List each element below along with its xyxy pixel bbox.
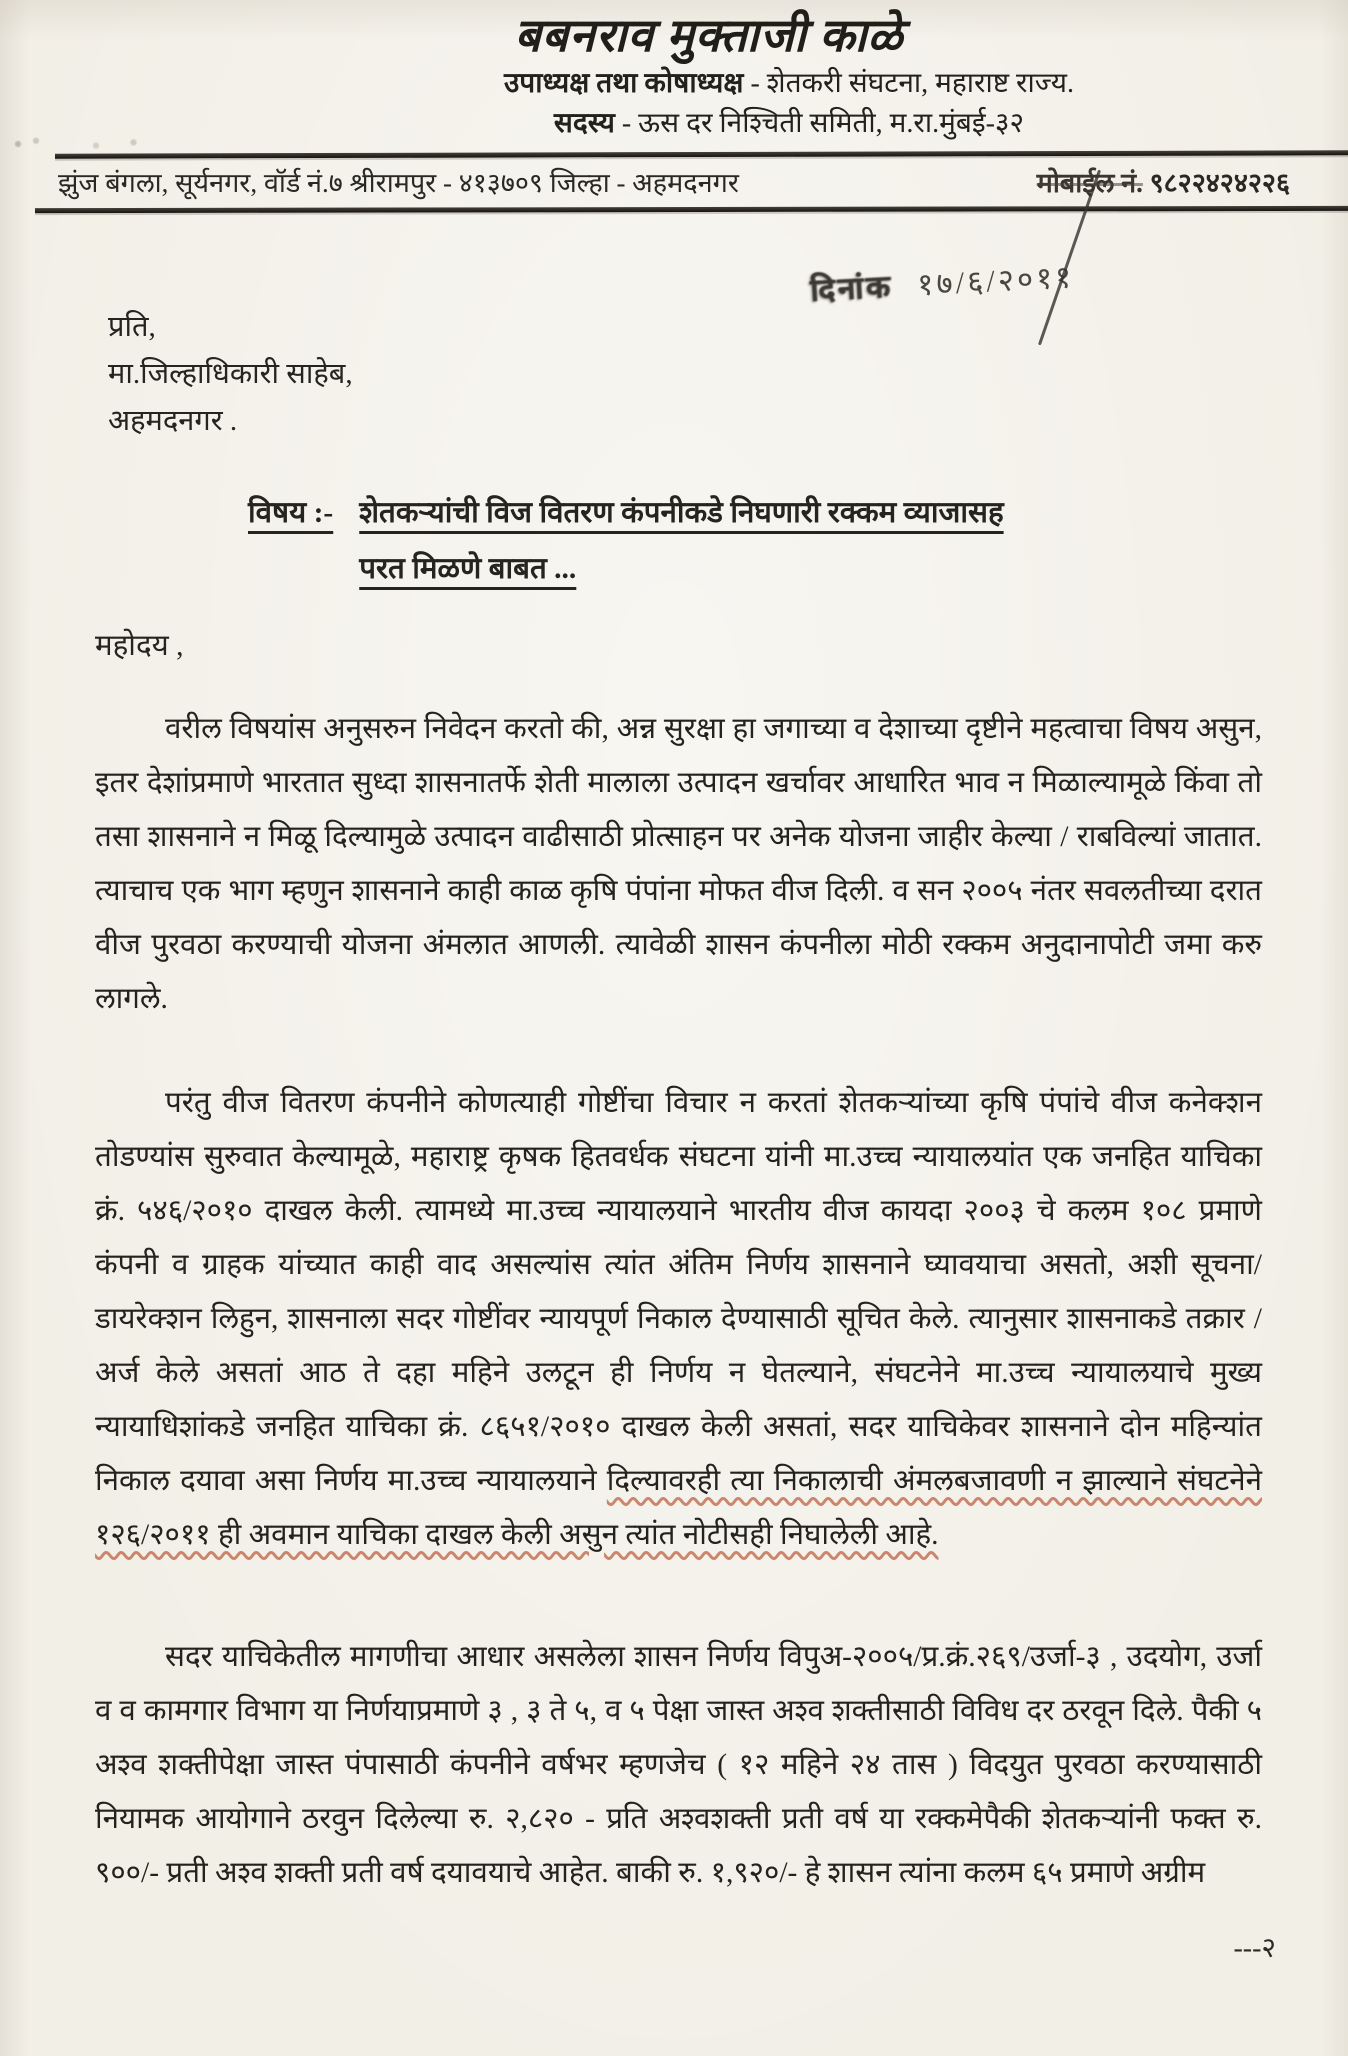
paragraph-2-pen-underlined-text: दिल्यावरही त्या निकालाची अंमलबजावणी न झाल्याने संघटनेने १२६/२०११ ही अवमान याचिका दाखल केली असुन त्यांत नोटीसही निघालेली आहे. <box>95 1465 1263 1551</box>
subject-line1: शेतकऱ्यांची विज वितरण कंपनीकडे निघणारी रक्कम व्याजासह <box>359 497 1004 529</box>
letterhead-role-line <box>230 66 1348 102</box>
divider-top <box>55 150 1348 158</box>
letterhead-name: बबनराव मुक्ताजी काळे <box>514 10 904 61</box>
body-paragraph-3: सदर याचिकेतील मागणीचा आधार असलेला शासन निर्णय विपुअ-२००५/प्र.क्रं.२६९/उर्जा-३ , उदयोग, उर्जा व व कामगार विभाग या निर्णयाप्रमाणे ३ , ३ ते ५, व ५ पेक्षा जास्त अश्व शक्तीसाठी विविध दर ठरवून दिले. पैकी ५ अश्व शक्तीपेक्षा जास्त पंपासाठी कंपनीने वर्षभर म्हणजेच ( १२ महिने २४ तास ) विदयुत पुरवठा करण्यासाठी नियामक आयोगाने ठरवुन दिलेल्या रु. २,८२० - प्रति अश्वशक्ती प्रती वर्ष या रक्कमेपैकी शेतकऱ्यांनी फक्त रु. ९००/- प्रती अश्व शक्ती प्रती वर्ष दयावयाचे आहेत. बाकी रु. १,९२०/- हे शासन त्यांना कलम ६५ प्रमाणे अग्रीम <box>95 1641 1262 1889</box>
subject-block <box>248 485 1258 597</box>
salutation: महोदय , <box>95 630 184 662</box>
recipient-to: प्रति, <box>108 311 156 343</box>
recipient-line2: अहमदनगर . <box>108 405 238 437</box>
subject-text <box>359 485 1003 597</box>
scan-smudge <box>6 136 156 152</box>
subject-label: विषय :- <box>248 497 334 529</box>
letterhead-role-org: - शेतकरी संघटना, महाराष्ट राज्य. <box>750 68 1075 99</box>
subject-line2: परत मिळणे बाबत ... <box>359 553 577 585</box>
recipient-line1: मा.जिल्हाधिकारी साहेब, <box>108 358 353 390</box>
date-stamp <box>809 255 1075 311</box>
letterhead-member-org: - ऊस दर निश्चिती समिती, म.रा.मुंबई-३२ <box>621 108 1025 139</box>
letterhead-member-title: सदस्य <box>553 108 615 139</box>
paragraph-2-plain-text: परंतु वीज वितरण कंपनीने कोणत्याही गोष्टींचा विचार न करतां शेतकऱ्यांच्या कृषि पंपांचे वीज कनेक्शन तोडण्यांस सुरुवात केल्यामूळे, महाराष्ट्र कृषक हितवर्धक संघटना यांनी मा.उच्च न्यायालयांत एक जनहित याचिका क्रं. ५४६/२०१० दाखल केली. त्यामध्ये मा.उच्च न्यायालयाने भारतीय वीज कायदा २००३ चे कलम १०८ प्रमाणे कंपनी व ग्राहक यांच्यात काही वाद असल्यांस त्यांत अंतिम निर्णय शासनाने घ्यावयाचा असतो, अशी सूचना/डायरेक्शन लिहुन, शासनाला सदर गोष्टींवर न्यायपूर्ण निकाल देण्यासाठी सूचित केले. त्यानुसार शासनाकडे तक्रार / अर्ज केले असतां आठ ते दहा महिने उलटून ही निर्णय न घेतल्याने, संघटनेने मा.उच्च न्यायालयाचे मुख्य न्यायाधिशांकडे जनहित याचिका क्रं. ८६५१/२०१० दाखल केली असतां, सदर याचिकेवर शासनाने दोन महिन्यांत निकाल दयावा असा निर्णय मा.उच्च न्यायालयाने <box>95 1087 1262 1497</box>
page-number: ---२ <box>1233 1933 1276 1964</box>
mobile-label: मोबाईल नं. <box>1036 168 1143 198</box>
letterhead <box>0 0 1348 142</box>
recipient-block <box>108 304 1348 445</box>
mobile-block <box>1037 166 1290 200</box>
letterhead-role-title: उपाध्यक्ष तथा कोषाध्यक्ष <box>503 68 744 99</box>
body-paragraph-2 <box>95 1076 1262 1562</box>
date-value: १७/६/२०११ <box>916 259 1076 303</box>
mobile-number: ९८२२४२४२२६ <box>1149 168 1290 198</box>
divider-bottom <box>35 206 1348 213</box>
body-paragraph-1: वरील विषयांस अनुसरुन निवेदन करतो की, अन्न सुरक्षा हा जगाच्या व देशाच्या दृष्टीने महत्वाचा विषय असुन, इतर देशांप्रमाणे भारतात सुध्दा शासनातर्फे शेती मालाला उत्पादन खर्चावर आधारित भाव न मिळाल्यामूळे किंवा तो तसा शासनाने न मिळू दिल्यामुळे उत्पादन वाढीसाठी प्रोत्साहन पर अनेक योजना जाहीर केल्या / राबविल्यां जातात. त्याचाच एक भाग म्हणुन शासनाने काही काळ कृषि पंपांना मोफत वीज दिली. व सन २००५ नंतर सवलतीच्या दरात वीज पुरवठा करण्याची योजना अंमलात आणली. त्यावेळी शासन कंपनीला मोठी रक्कम अनुदानापोटी जमा करु लागले. <box>95 713 1262 1015</box>
address-line <box>58 166 1290 200</box>
address-text: झुंज बंगला, सूर्यनगर, वॉर्ड नं.७ श्रीरामपुर - ४१३७०९ जिल्हा - अहमदनगर <box>58 168 739 198</box>
date-label: दिनांक <box>809 268 894 308</box>
letterhead-member-line <box>230 106 1348 142</box>
